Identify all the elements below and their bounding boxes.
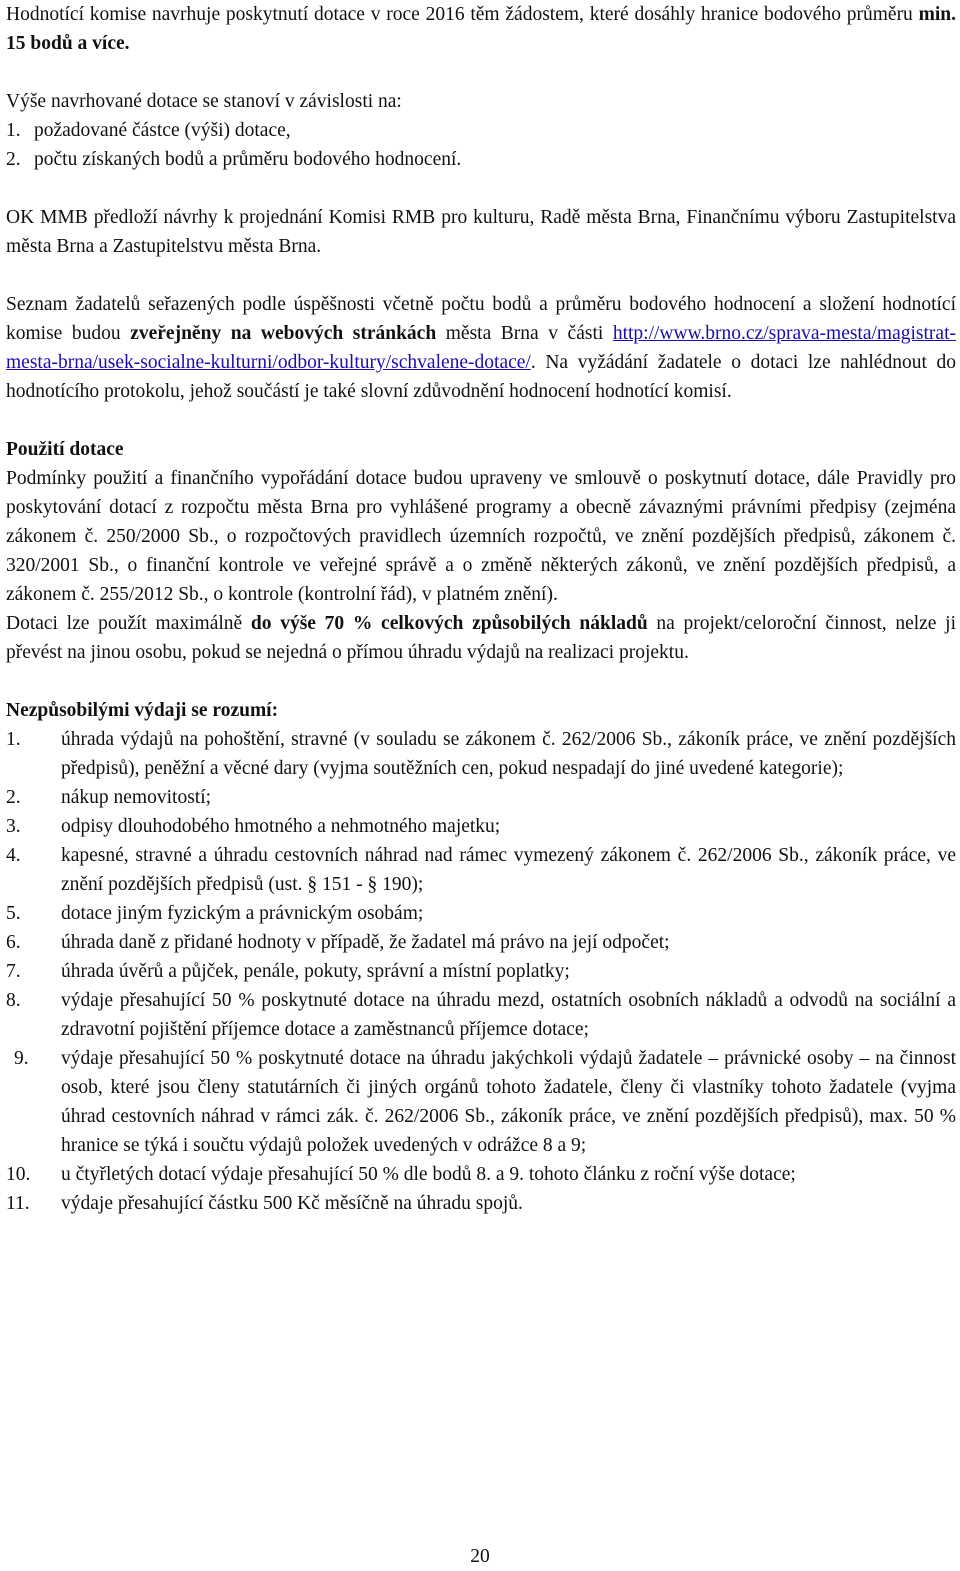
list-item-text: úhrada výdajů na pohoštění, stravné (v souladu se zákonem č. 262/2006 Sb., zákoník práce, ve znění pozdějších předpisů), peněžní a věcné dary (vyjma soutěžních cen, pokud nespadají do jiné uvedené kategorie); <box>61 729 956 779</box>
list-item-number: 11. <box>6 1193 30 1214</box>
list-item-number: 10. <box>6 1164 31 1185</box>
usage-limit-text-2: na projekt/celoroční činnost, nelze ji převést na jinou osobu, pokud se nejedná o přímou úhradu výdajů na realizaci projektu. <box>6 613 956 663</box>
publication-text-3: . Na vyžádání žadatele o dotaci lze nahlédnout do hodnotícího protokolu, jehož součástí je také slovní zdůvodnění hodnocení hodnotící komisí. <box>6 352 956 402</box>
list-item-number: 2. <box>6 787 21 808</box>
list-item-number: 2. <box>6 149 21 170</box>
list-item-number: 5. <box>6 903 21 924</box>
publication-text-2: města Brna v části <box>436 323 613 344</box>
list-item-number: 1. <box>6 729 21 750</box>
list-item-text: dotace jiným fyzickým a právnickým osobám; <box>61 903 424 924</box>
list-item-text: u čtyřletých dotací výdaje přesahující 50 % dle bodů 8. a 9. tohoto článku z roční výše dotace; <box>61 1164 796 1185</box>
list-item-text: odpisy dlouhodobého hmotného a nehmotného majetku; <box>61 816 501 837</box>
list-item <box>6 725 956 783</box>
list-item-text: výdaje přesahující 50 % poskytnuté dotace na úhradu jakýchkoli výdajů žadatele – právnické osoby – na činnost osob, které jsou členy statutárních či jiných orgánů tohoto žadatele, členy či vlastníky tohoto žadatele (vyjma úhrad cestovních náhrad v rámci zák. č. 262/2006 Sb., zákoník práce, ve znění pozdějších předpisů), max. 50 % hranice se týká i součtu výdajů položek uvedených v odrážce 8 a 9; <box>61 1048 956 1156</box>
list-item <box>6 986 956 1044</box>
list-item <box>6 928 956 957</box>
list-item-number: 9. <box>14 1048 29 1069</box>
publication-emphasis: zveřejněny na webových stránkách <box>130 323 437 344</box>
list-item <box>6 812 956 841</box>
list-item <box>6 783 956 812</box>
list-item-text: kapesné, stravné a úhradu cestovních náhrad nad rámec vymezený zákonem č. 262/2006 Sb., zákoník práce, ve znění pozdějších předpisů (ust. § 151 - § 190); <box>61 845 956 895</box>
usage-limit-text: Dotaci lze použít maximálně <box>6 613 251 634</box>
list-item-text: výdaje přesahující částku 500 Kč měsíčně na úhradu spojů. <box>61 1193 523 1214</box>
award-threshold: min. 15 bodů a více. <box>6 4 956 54</box>
list-item <box>6 1189 956 1218</box>
publication-paragraph <box>6 290 956 406</box>
list-item-number: 7. <box>6 961 21 982</box>
list-item-text: požadované částce (výši) dotace, <box>34 120 291 141</box>
ineligible-heading: Nezpůsobilými výdaji se rozumí: <box>6 700 279 721</box>
list-item-number: 8. <box>6 990 21 1011</box>
list-item <box>6 116 956 145</box>
list-item-text: úhrada daně z přidané hodnoty v případě, že žadatel má právo na její odpočet; <box>61 932 670 953</box>
list-item <box>6 899 956 928</box>
list-item-text: výdaje přesahující 50 % poskytnuté dotace na úhradu mezd, ostatních osobních nákladů a odvodů na sociální a zdravotní pojištění příjemce dotace a zaměstnanců příjemce dotace; <box>61 990 956 1040</box>
document-body <box>6 0 956 1218</box>
amount-intro: Výše navrhované dotace se stanoví v závislosti na: <box>6 91 402 112</box>
page-number: 20 <box>470 1546 490 1567</box>
list-item <box>6 957 956 986</box>
list-item-number: 6. <box>6 932 21 953</box>
list-item-text: nákup nemovitostí; <box>61 787 212 808</box>
award-paragraph <box>6 0 956 58</box>
ineligible-list <box>6 725 956 1218</box>
amount-criteria-list <box>6 116 956 174</box>
publication-text: Seznam žadatelů seřazených podle úspěšnosti včetně počtu bodů a průměru bodového hodnocení a složení hodnotící komise budou <box>6 294 956 344</box>
usage-paragraph: Podmínky použití a finančního vypořádání dotace budou upraveny ve smlouvě o poskytnutí dotace, dále Pravidly pro poskytování dotací z rozpočtu města Brna pro vyhlášené programy a obecně závaznými právními předpisy (zejména zákonem č. 250/2000 Sb., o rozpočtových pravidlech územních rozpočtů, ve znění pozdějších předpisů, zákonem č. 320/2001 Sb., o finanční kontrole ve veřejné správě a o změně některých zákonů, ve znění pozdějších předpisů, a zákonem č. 255/2012 Sb., o kontrole (kontrolní řád), v platném znění). <box>6 468 956 605</box>
list-item-text: počtu získaných bodů a průměru bodového hodnocení. <box>34 149 462 170</box>
list-item-number: 3. <box>6 816 21 837</box>
usage-limit-emphasis: do výše 70 % celkových způsobilých nákladů <box>250 613 648 634</box>
list-item <box>6 1044 956 1160</box>
award-text: Hodnotící komise navrhuje poskytnutí dotace v roce 2016 těm žádostem, které dosáhly hranice bodového průměru <box>6 4 919 25</box>
results-link[interactable]: http://www.brno.cz/sprava-mesta/magistrat-mesta-brna/usek-socialne-kulturni/odbor-kultury/schvalene-dotace/ <box>6 323 956 373</box>
list-item-number: 4. <box>6 845 21 866</box>
list-item <box>6 841 956 899</box>
list-item <box>6 1160 956 1189</box>
list-item-text: úhrada úvěrů a půjček, penále, pokuty, správní a místní poplatky; <box>61 961 570 982</box>
usage-heading: Použití dotace <box>6 439 124 460</box>
usage-limit-paragraph <box>6 609 956 667</box>
list-item-number: 1. <box>6 120 21 141</box>
submission-paragraph: OK MMB předloží návrhy k projednání Komisi RMB pro kulturu, Radě města Brna, Finančnímu výboru Zastupitelstva města Brna a Zastupitelstvu města Brna. <box>6 207 956 257</box>
list-item <box>6 145 956 174</box>
